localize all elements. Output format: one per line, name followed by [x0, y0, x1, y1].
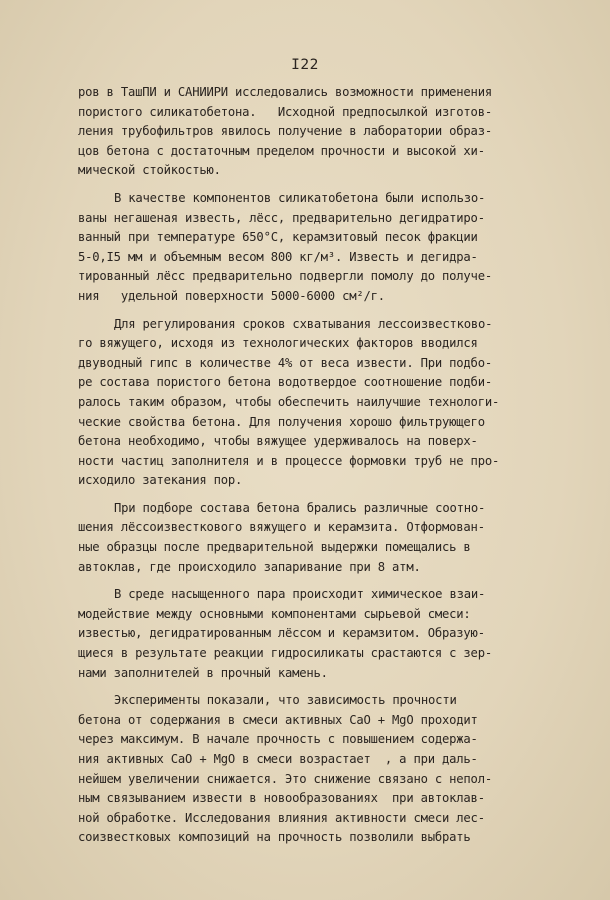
text-line: через максимум. В начале прочность с повышением содержа-: [78, 732, 478, 747]
text-line: В качестве компонентов силикатобетона были использо-: [114, 190, 486, 205]
text-line: ров в ТашПИ и САНИИРИ исследовались возможности применения: [78, 85, 492, 99]
text-line: бетона от содержания в смеси активных СаО + MgО проходит: [78, 712, 478, 727]
text-line: ческие свойства бетона. Для получения хорошо фильтрующего: [78, 414, 485, 429]
text-line: 5-0,I5 мм и объемным весом 800 кг/м³. Известь и дегидра-: [78, 249, 478, 264]
text-line: двуводный гипс в количестве 4% от веса извести. При подбо-: [78, 355, 492, 370]
text-line: ванный при температуре 650°С, керамзитовый песок фракции: [78, 230, 478, 245]
paragraph-2: [78, 189, 548, 307]
text-line: ваны негашеная известь, лёсс, предварительно дегидратиро-: [78, 210, 485, 225]
paragraph-4: [78, 499, 548, 577]
text-line: пористого силикатобетона. Исходной предпосылкой изготов-: [78, 104, 492, 119]
text-line: ния удельной поверхности 5000-6000 см²/г.: [78, 288, 385, 303]
text-line: автоклав, где происходило запаривание при 8 атм.: [78, 559, 421, 574]
text-line: цов бетона с достаточным пределом прочности и высокой хи-: [78, 143, 485, 158]
paragraph-5: [78, 585, 548, 683]
text-line: соизвестковых композиций на прочность позволили выбрать: [78, 830, 471, 845]
text-line: бетона необходимо, чтобы вяжущее удерживалось на поверх-: [78, 434, 478, 449]
text-line: исходило затекания пор.: [78, 473, 243, 488]
text-line: ления трубофильтров явилось получение в лаборатории образ-: [78, 124, 492, 139]
text-line: ные образцы после предварительной выдержки помещались в: [78, 540, 471, 555]
text-line: известью, дегидратированным лёссом и керамзитом. Образую-: [78, 626, 485, 641]
text-line: нами заполнителей в прочный камень.: [78, 665, 328, 680]
paragraph-3: [78, 315, 548, 491]
page-number: I22: [291, 57, 319, 73]
text-line: Эксперименты показали, что зависимость прочности: [114, 693, 457, 708]
text-line: ре состава пористого бетона водотвердое соотношение подби-: [78, 375, 492, 390]
text-line: В среде насыщенного пара происходит химическое взаи-: [114, 587, 486, 602]
text-line: модействие между основными компонентами сырьевой смеси:: [78, 606, 471, 621]
text-line: ным связыванием извести в новообразованиях при автоклав-: [78, 791, 485, 806]
text-line: ния активных СаО + MgО в смеси возрастает , а при даль-: [78, 752, 478, 766]
text-line: ной обработке. Исследования влияния активности смеси лес-: [78, 810, 485, 825]
text-line: шения лёссоизвесткового вяжущего и керамзита. Отформован-: [78, 520, 485, 535]
paragraph-6: [78, 691, 548, 848]
text-line: го вяжущего, исходя из технологических факторов вводился: [78, 336, 478, 351]
text-line: ности частиц заполнителя и в процессе формовки труб не про-: [78, 453, 500, 468]
text-line: нейшем увеличении снижается. Это снижение связано с непол-: [78, 771, 492, 786]
text-line: При подборе состава бетона брались различные соотно-: [114, 500, 486, 515]
text-line: ралось таким образом, чтобы обеспечить наилучшие технологи-: [78, 394, 500, 409]
text-line: тированный лёсс предварительно подвергли помолу до получе-: [78, 269, 492, 284]
text-line: мической стойкостью.: [78, 163, 221, 178]
text-line: щиеся в результате реакции гидросиликаты срастаются с зер-: [78, 646, 492, 661]
body-text: [78, 83, 548, 856]
paragraph-1: [78, 83, 548, 181]
text-line: Для регулирования сроков схватывания лессоизвестково-: [114, 316, 493, 331]
